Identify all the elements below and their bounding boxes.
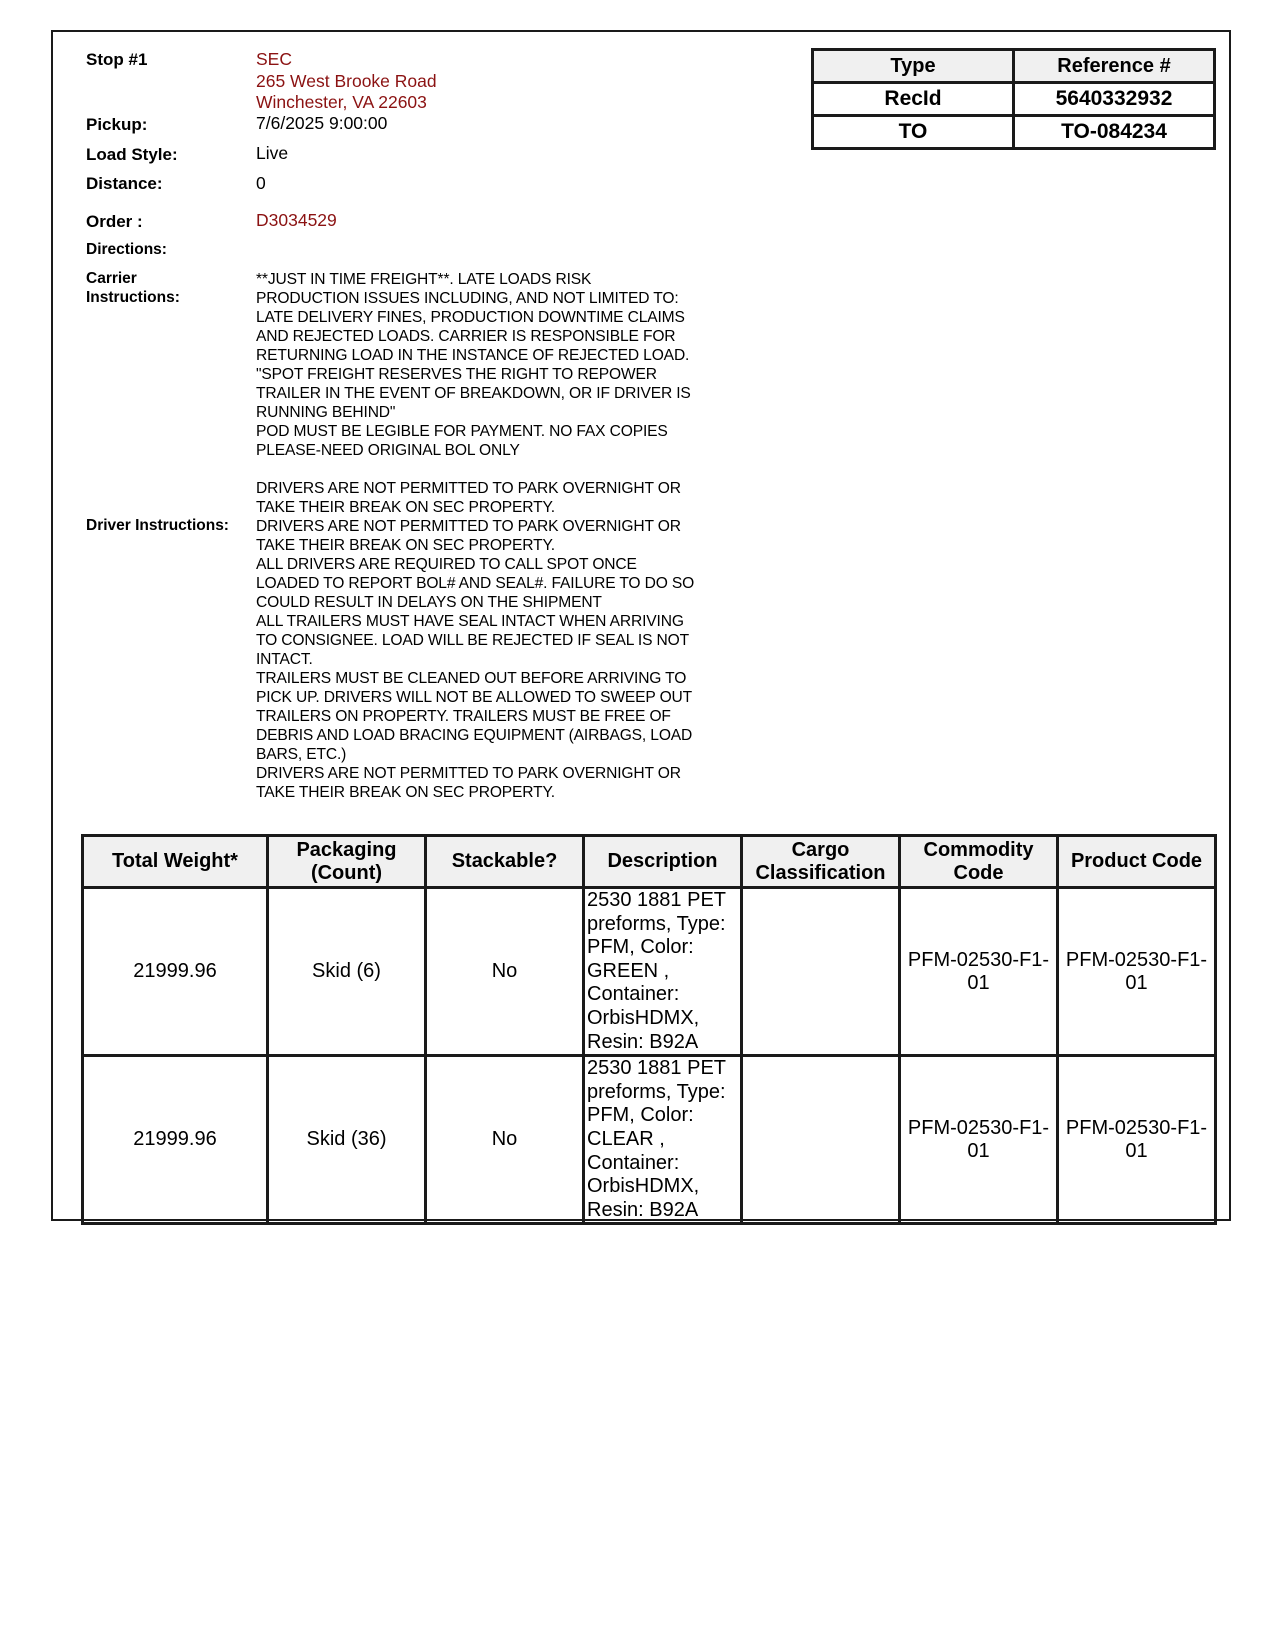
- driver-instructions-label: Driver Instructions:: [86, 517, 229, 534]
- instruction-line: PLEASE-NEED ORIGINAL BOL ONLY: [256, 442, 520, 459]
- reference-type: TO: [813, 116, 1014, 149]
- instruction-line: DRIVERS ARE NOT PERMITTED TO PARK OVERNIGHT OR: [256, 480, 681, 497]
- items-header-row: [83, 836, 1216, 888]
- instruction-line: TRAILERS MUST BE CLEANED OUT BEFORE ARRIVING TO: [256, 670, 687, 687]
- header-stackable: Stackable?: [426, 836, 584, 888]
- instruction-line: PICK UP. DRIVERS WILL NOT BE ALLOWED TO SWEEP OUT: [256, 689, 693, 706]
- instruction-line: TAKE THEIR BREAK ON SEC PROPERTY.: [256, 499, 555, 516]
- cell-commodity-code: PFM-02530-F1-01: [900, 1056, 1058, 1224]
- instruction-line: DEBRIS AND LOAD BRACING EQUIPMENT (AIRBAGS, LOAD: [256, 727, 693, 744]
- reference-header-row: [813, 50, 1215, 83]
- order-label: Order :: [86, 212, 143, 231]
- cell-packaging: Skid (6): [268, 888, 426, 1056]
- instruction-line: DRIVERS ARE NOT PERMITTED TO PARK OVERNIGHT OR: [256, 518, 681, 535]
- reference-row: [813, 116, 1215, 149]
- items-table: [81, 834, 1217, 1225]
- carrier-label-line2: Instructions:: [86, 289, 180, 306]
- instruction-line: **JUST IN TIME FREIGHT**. LATE LOADS RISK: [256, 271, 592, 288]
- instruction-line: TRAILERS ON PROPERTY. TRAILERS MUST BE FREE OF: [256, 708, 671, 725]
- load-style-value: Live: [256, 143, 289, 163]
- reference-header-type: Type: [813, 50, 1014, 83]
- instruction-line: ALL DRIVERS ARE REQUIRED TO CALL SPOT ONCE: [256, 556, 637, 573]
- instruction-line: COULD RESULT IN DELAYS ON THE SHIPMENT: [256, 594, 602, 611]
- reference-number: TO-084234: [1014, 116, 1215, 149]
- reference-row: [813, 83, 1215, 116]
- table-row: [83, 1056, 1216, 1224]
- cell-description: 2530 1881 PET preforms, Type: PFM, Color: CLEAR , Container: OrbisHDMX, Resin: B92A: [584, 1056, 742, 1224]
- instruction-line: PRODUCTION ISSUES INCLUDING, AND NOT LIMITED TO:: [256, 290, 679, 307]
- instruction-line: POD MUST BE LEGIBLE FOR PAYMENT. NO FAX COPIES: [256, 423, 668, 440]
- instruction-line: LOADED TO REPORT BOL# AND SEAL#. FAILURE TO DO SO: [256, 575, 695, 592]
- instruction-line: LATE DELIVERY FINES, PRODUCTION DOWNTIME CLAIMS: [256, 309, 685, 326]
- cell-stackable: No: [426, 888, 584, 1056]
- carrier-instructions: [256, 270, 691, 517]
- load-style-label: Load Style:: [86, 145, 178, 164]
- pickup-value: 7/6/2025 9:00:00: [256, 113, 388, 133]
- instruction-line: TRAILER IN THE EVENT OF BREAKDOWN, OR IF DRIVER IS: [256, 385, 691, 402]
- header-commodity-code: Commodity Code: [900, 836, 1058, 888]
- instruction-line: AND REJECTED LOADS. CARRIER IS RESPONSIBLE FOR: [256, 328, 676, 345]
- stop-address-line2: Winchester, VA 22603: [256, 92, 427, 112]
- header-total-weight: Total Weight*: [83, 836, 268, 888]
- instruction-line: TAKE THEIR BREAK ON SEC PROPERTY.: [256, 784, 555, 801]
- cell-product-code: PFM-02530-F1-01: [1058, 1056, 1216, 1224]
- cell-cargo-classification: [742, 1056, 900, 1224]
- distance-value: 0: [256, 173, 266, 193]
- instruction-line: "SPOT FREIGHT RESERVES THE RIGHT TO REPOWER: [256, 366, 657, 383]
- instruction-line: [256, 460, 691, 479]
- instruction-line: RUNNING BEHIND": [256, 404, 396, 421]
- carrier-label-line1: Carrier: [86, 270, 137, 287]
- stop-name: SEC: [256, 49, 292, 69]
- instruction-line: TO CONSIGNEE. LOAD WILL BE REJECTED IF SEAL IS NOT: [256, 632, 689, 649]
- header-description: Description: [584, 836, 742, 888]
- instruction-line: INTACT.: [256, 651, 313, 668]
- pickup-label: Pickup:: [86, 115, 148, 134]
- distance-label: Distance:: [86, 174, 163, 193]
- instruction-line: TAKE THEIR BREAK ON SEC PROPERTY.: [256, 537, 555, 554]
- driver-instructions: [256, 517, 694, 802]
- stop-label: Stop #1: [86, 50, 148, 69]
- cell-product-code: PFM-02530-F1-01: [1058, 888, 1216, 1056]
- instruction-line: ALL TRAILERS MUST HAVE SEAL INTACT WHEN ARRIVING: [256, 613, 684, 630]
- header-packaging: Packaging (Count): [268, 836, 426, 888]
- reference-number: 5640332932: [1014, 83, 1215, 116]
- order-value: D3034529: [256, 210, 337, 230]
- header-cargo-classification: Cargo Classification: [742, 836, 900, 888]
- reference-table: [811, 48, 1216, 150]
- reference-header-number: Reference #: [1014, 50, 1215, 83]
- directions-label: Directions:: [86, 241, 167, 258]
- instruction-line: BARS, ETC.): [256, 746, 347, 763]
- header-product-code: Product Code: [1058, 836, 1216, 888]
- cell-description: 2530 1881 PET preforms, Type: PFM, Color: GREEN , Container: OrbisHDMX, Resin: B92A: [584, 888, 742, 1056]
- table-row: [83, 888, 1216, 1056]
- cell-cargo-classification: [742, 888, 900, 1056]
- cell-stackable: No: [426, 1056, 584, 1224]
- cell-packaging: Skid (36): [268, 1056, 426, 1224]
- reference-type: RecId: [813, 83, 1014, 116]
- cell-total-weight: 21999.96: [83, 888, 268, 1056]
- instruction-line: DRIVERS ARE NOT PERMITTED TO PARK OVERNIGHT OR: [256, 765, 681, 782]
- cell-commodity-code: PFM-02530-F1-01: [900, 888, 1058, 1056]
- stop-address-line1: 265 West Brooke Road: [256, 70, 437, 91]
- instruction-line: RETURNING LOAD IN THE INSTANCE OF REJECTED LOAD.: [256, 347, 690, 364]
- cell-total-weight: 21999.96: [83, 1056, 268, 1224]
